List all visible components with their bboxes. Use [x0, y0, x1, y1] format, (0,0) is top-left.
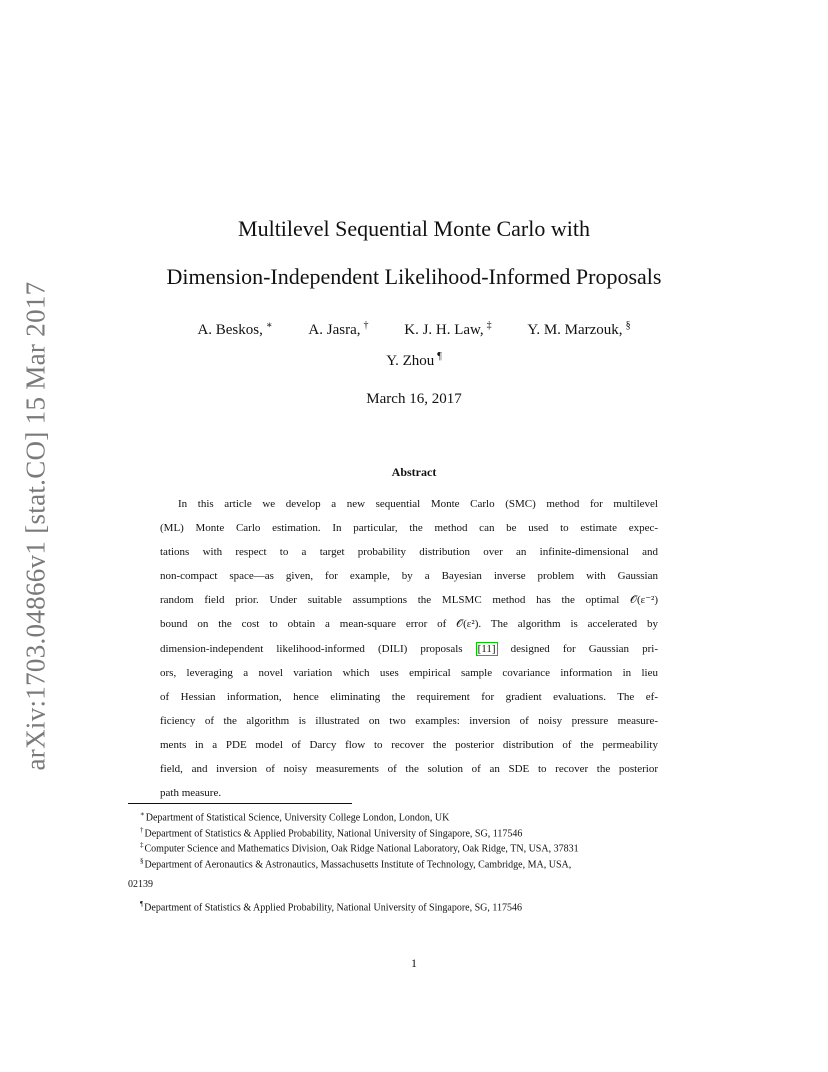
abstract-line: field, and inversion of noisy measurements of the solution of an SDE to recover the posterior: [160, 763, 658, 776]
abstract-line: ors, leveraging a novel variation which uses empirical sample covariance information in lieu: [160, 666, 658, 679]
abstract-line: bound on the cost to obtain a mean-square error of 𝒪(ε²). The algorithm is accelerated by: [160, 618, 658, 631]
page-number: 1: [411, 956, 417, 970]
author-marzouk: Y. M. Marzouk, §: [527, 320, 631, 338]
abstract-line: (ML) Monte Carlo estimation. In particular, the method can be used to estimate expec-: [160, 522, 658, 535]
abstract-body: [160, 492, 658, 805]
abstract-line: ficiency of the algorithm is illustrated on two examples: inversion of noisy pressure measure-: [160, 714, 658, 727]
publication-date: March 16, 2017: [366, 391, 462, 407]
footnote-affiliation: ‡Computer Science and Mathematics Division, Oak Ridge National Laboratory, Oak Ridge, TN, USA, 37831: [140, 841, 579, 855]
author-list: [0, 320, 828, 339]
arxiv-identifier-stamp: arXiv:1703.04866v1 [stat.CO] 15 Mar 2017: [20, 281, 51, 771]
author-beskos: A. Beskos, ∗: [197, 320, 273, 338]
author-footnote-mark[interactable]: ∗: [265, 320, 273, 331]
abstract-line: random field prior. Under suitable assumptions the MLSMC method has the optimal 𝒪(ε⁻²): [160, 594, 658, 607]
abstract-line: tations with respect to a target probability distribution over an infinite-dimensional and: [160, 546, 658, 559]
footnote-divider: [128, 803, 352, 804]
author-footnote-mark[interactable]: ¶: [437, 351, 442, 362]
footnote-continuation: 02139: [128, 879, 153, 890]
footnote-affiliation: ∗Department of Statistical Science, University College London, London, UK: [140, 810, 450, 824]
footnote-affiliation: ¶Department of Statistics & Applied Probability, National University of Singapore, SG, 117546: [140, 899, 522, 913]
abstract-line: of Hessian information, hence eliminating the requirement for gradient evaluations. The ef-: [160, 690, 658, 703]
footnote-affiliation: †Department of Statistics & Applied Probability, National University of Singapore, SG, 117546: [140, 825, 523, 839]
footnotes: [128, 807, 694, 912]
abstract-line-with-citation: dimension-independent likelihood-informed (DILI) proposals [11] designed for Gaussian pri-: [160, 642, 659, 655]
footnote-affiliation: §Department of Aeronautics & Astronautics, Massachusetts Institute of Technology, Cambridge, MA, USA,: [140, 856, 572, 870]
author-jasra: A. Jasra, †: [308, 320, 369, 338]
author-zhou: Y. Zhou ¶: [386, 351, 442, 369]
paper-title-line-1: Multilevel Sequential Monte Carlo with: [238, 216, 590, 241]
abstract-line: path measure.: [160, 787, 222, 800]
abstract-heading: Abstract: [391, 465, 437, 479]
abstract-line: ments in a PDE model of Darcy flow to recover the posterior distribution of the permeability: [160, 738, 658, 751]
abstract-line: In this article we develop a new sequential Monte Carlo (SMC) method for multilevel: [178, 498, 658, 510]
author-law: K. J. H. Law, ‡: [404, 320, 492, 338]
author-footnote-mark[interactable]: §: [625, 320, 631, 331]
citation-link[interactable]: [11]: [477, 642, 496, 655]
abstract-line: non-compact space—as given, for example, by a Bayesian inverse problem with Gaussian: [160, 570, 658, 583]
author-footnote-mark[interactable]: †: [363, 320, 369, 331]
author-footnote-mark[interactable]: ‡: [486, 320, 492, 331]
paper-title-line-2: Dimension-Independent Likelihood-Informed Proposals: [166, 264, 662, 289]
